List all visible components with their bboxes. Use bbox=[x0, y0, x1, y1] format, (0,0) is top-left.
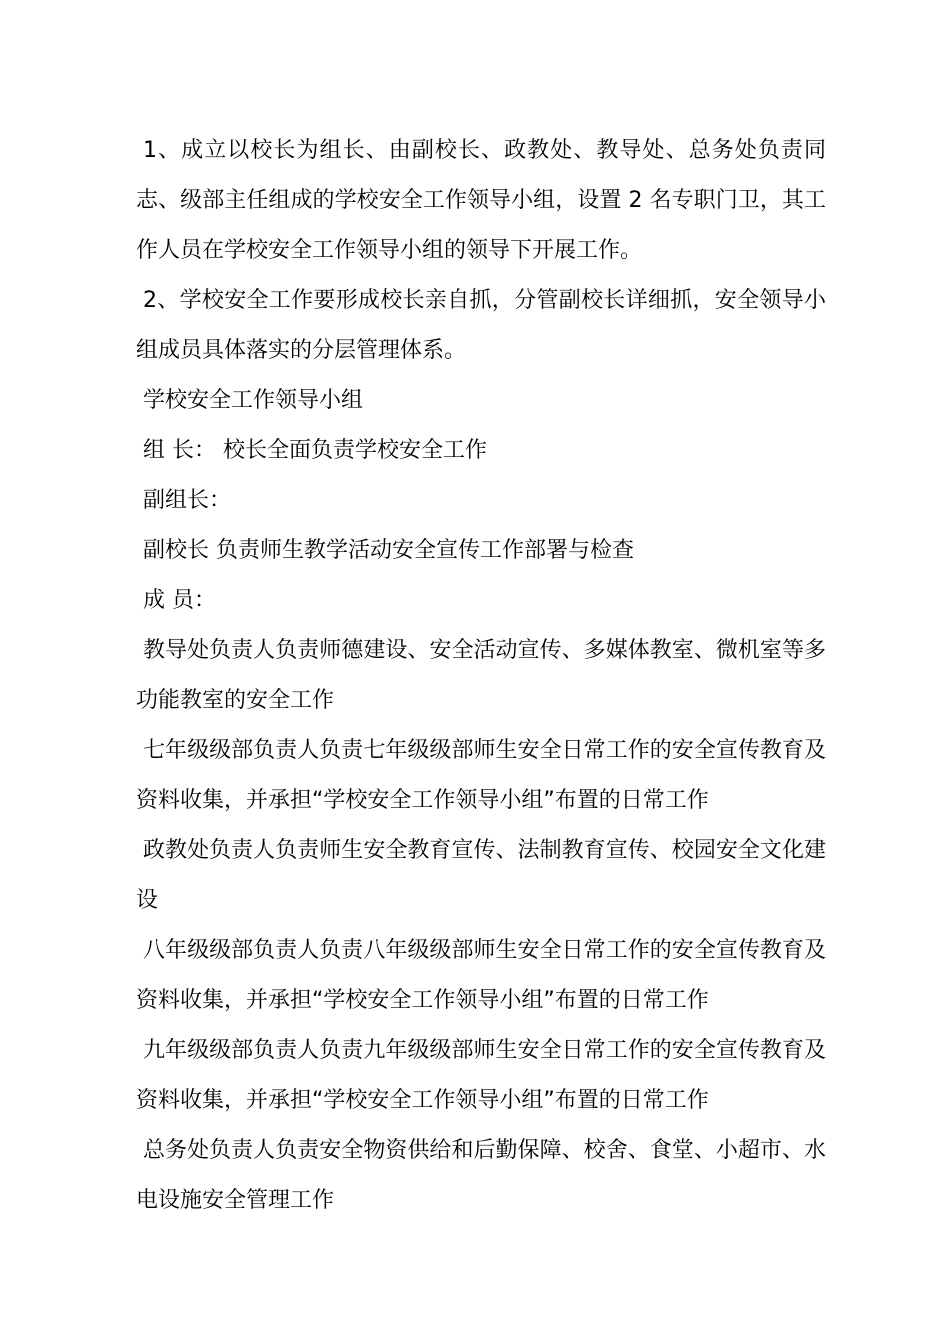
document-body bbox=[136, 126, 826, 1226]
member-teaching-office: 教导处负责人负责师德建设、安全活动宣传、多媒体教室、微机室等多功能教室的安全工作 bbox=[136, 638, 826, 713]
paragraph-establish-group: 1、成立以校长为组长、由副校长、政教处、教导处、总务处负责同志、级部主任组成的学校安全工作领导小组，设置 2 名专职门卫，其工作人员在学校安全工作领导小组的领导下开展工作。 bbox=[136, 138, 826, 263]
deputy-leader-line: 副校长 负责师生教学活动安全宣传工作部署与检查 bbox=[143, 538, 634, 563]
deputy-leader-label: 副组长： bbox=[143, 488, 232, 513]
group-leader-line: 组 长： 校长全面负责学校安全工作 bbox=[143, 438, 487, 463]
section-heading-safety-group: 学校安全工作领导小组 bbox=[143, 388, 364, 413]
member-grade-nine: 九年级级部负责人负责九年级级部师生安全日常工作的安全宣传教育及资料收集，并承担“学校安全工作领导小组”布置的日常工作 bbox=[136, 1038, 826, 1113]
member-grade-seven: 七年级级部负责人负责七年级级部师生安全日常工作的安全宣传教育及资料收集，并承担“学校安全工作领导小组”布置的日常工作 bbox=[136, 738, 826, 813]
paragraph-management-system: 2、学校安全工作要形成校长亲自抓，分管副校长详细抓，安全领导小组成员具体落实的分层管理体系。 bbox=[136, 288, 826, 363]
member-political-office: 政教处负责人负责师生安全教育宣传、法制教育宣传、校园安全文化建设 bbox=[136, 838, 826, 913]
member-general-affairs: 总务处负责人负责安全物资供给和后勤保障、校舍、食堂、小超市、水电设施安全管理工作 bbox=[136, 1138, 826, 1213]
members-label: 成 员： bbox=[143, 588, 216, 613]
member-grade-eight: 八年级级部负责人负责八年级级部师生安全日常工作的安全宣传教育及资料收集，并承担“学校安全工作领导小组”布置的日常工作 bbox=[136, 938, 826, 1013]
